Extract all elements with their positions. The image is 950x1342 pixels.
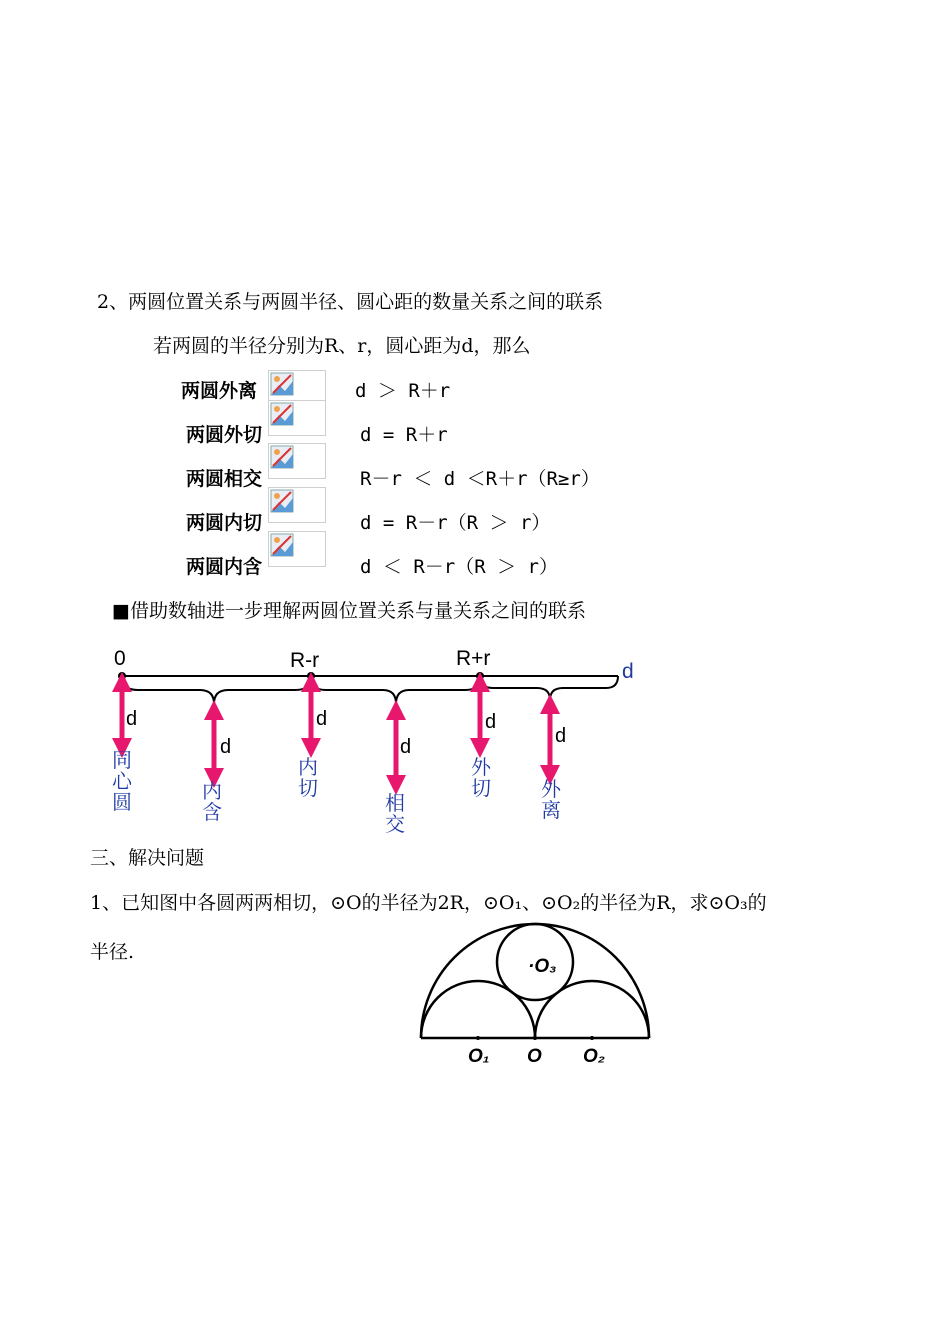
broken-image-icon <box>268 531 326 567</box>
relation-formula: d = R－r（R ＞ r） <box>360 512 551 534</box>
relation-name: 两圆相交 <box>186 468 263 490</box>
big-semicircle <box>421 924 649 1038</box>
brace-2 <box>311 678 480 704</box>
brace-3 <box>480 676 618 700</box>
relation-formula: d ＜ R－r（R ＞ r） <box>360 556 558 578</box>
problem-text-line2: 半径. <box>90 941 135 963</box>
arrow-label-d: d <box>316 708 328 730</box>
category-concentric-char: 圆 <box>112 792 132 814</box>
label-o3: ·O₃ <box>528 956 557 977</box>
problem-text-line1: 1、已知图中各圆两两相切，⊙O的半径为2R，⊙O₁、⊙O₂的半径为R，求⊙O₃的 <box>90 892 767 914</box>
point-label-zero: 0 <box>114 647 126 670</box>
point-label-r-minus: R-r <box>290 649 320 672</box>
broken-image-icon <box>268 400 326 436</box>
relation-name: 两圆内含 <box>186 556 263 578</box>
arrow-label-d: d <box>555 725 567 747</box>
category-concentric-char: 同 <box>112 750 132 772</box>
label-o2: O₂ <box>583 1046 606 1067</box>
section3-heading: 三、解决问题 <box>90 847 205 869</box>
label-o: O <box>527 1046 542 1067</box>
right-semicircle-o2 <box>535 981 649 1038</box>
relation-formula: d ＞ R＋r <box>355 380 451 402</box>
numberline-diagram <box>0 630 950 840</box>
relation-formula: R－r ＜ d ＜R＋r（R≥r） <box>360 468 600 490</box>
brace-1 <box>122 678 311 704</box>
arrow-label-d: d <box>220 736 232 758</box>
broken-image-icon <box>268 443 326 479</box>
section-heading: 2、两圆位置关系与两圆半径、圆心距的数量关系之间的联系 <box>97 291 604 313</box>
category-intersect-char: 相 <box>385 793 405 815</box>
numberline-heading: ■借助数轴进一步理解两圆位置关系与量关系之间的联系 <box>112 600 586 622</box>
category-intersect-char: 交 <box>385 814 405 836</box>
axis-label-d: d <box>622 660 634 683</box>
relation-name: 两圆外切 <box>186 424 263 446</box>
category-contain-char: 含 <box>202 802 222 824</box>
broken-image-icon <box>268 487 326 523</box>
category-external-tangent-char: 切 <box>471 778 491 800</box>
arrow-label-d: d <box>126 708 138 730</box>
intro-text: 若两圆的半径分别为R、r，圆心距为d，那么 <box>153 335 531 357</box>
category-external-tangent-char: 外 <box>471 757 491 779</box>
category-separate-char: 外 <box>541 779 561 801</box>
category-contain-char: 内 <box>202 781 222 803</box>
relation-formula: d = R＋r <box>360 424 448 446</box>
category-separate-char: 离 <box>541 800 561 822</box>
arrow-label-d: d <box>485 711 497 733</box>
left-semicircle-o1 <box>421 981 535 1038</box>
point-label-r-plus: R+r <box>456 647 491 670</box>
category-internal-tangent-char: 内 <box>298 757 318 779</box>
label-o1: O₁ <box>468 1046 490 1067</box>
relation-name: 两圆内切 <box>186 512 263 534</box>
category-internal-tangent-char: 切 <box>298 778 318 800</box>
arrow-label-d: d <box>400 736 412 758</box>
relation-name: 两圆外离 <box>181 380 258 402</box>
category-concentric-char: 心 <box>112 771 132 793</box>
tangent-circles-figure <box>410 910 660 1075</box>
